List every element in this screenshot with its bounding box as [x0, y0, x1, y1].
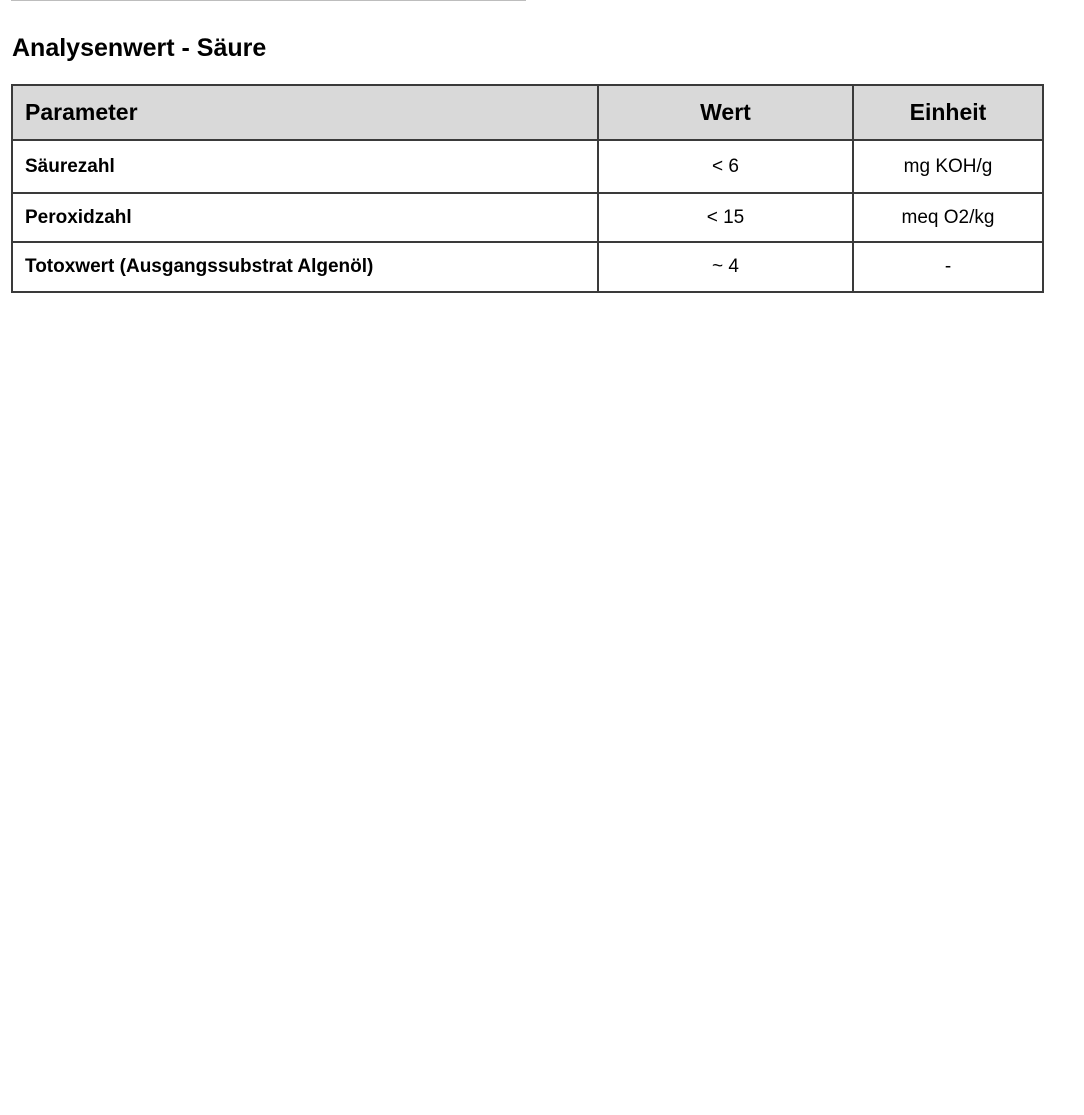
table-row [12, 193, 1043, 242]
column-header-value: Wert [598, 85, 853, 140]
table-row [12, 140, 1043, 193]
table-header-row [12, 85, 1043, 140]
value-cell: < 6 [598, 140, 853, 193]
unit-cell: meq O2/kg [853, 193, 1043, 242]
section-heading: Analysenwert - Säure [12, 34, 267, 62]
table-row [12, 242, 1043, 292]
analysis-values-table [11, 84, 1044, 293]
value-cell: ~ 4 [598, 242, 853, 292]
column-header-parameter: Parameter [12, 85, 598, 140]
parameter-cell: Säurezahl [12, 140, 598, 193]
column-header-unit: Einheit [853, 85, 1043, 140]
parameter-cell: Peroxidzahl [12, 193, 598, 242]
value-cell: < 15 [598, 193, 853, 242]
unit-cell: - [853, 242, 1043, 292]
parameter-cell: Totoxwert (Ausgangssubstrat Algenöl) [12, 242, 598, 292]
unit-cell: mg KOH/g [853, 140, 1043, 193]
top-divider [11, 0, 526, 1]
